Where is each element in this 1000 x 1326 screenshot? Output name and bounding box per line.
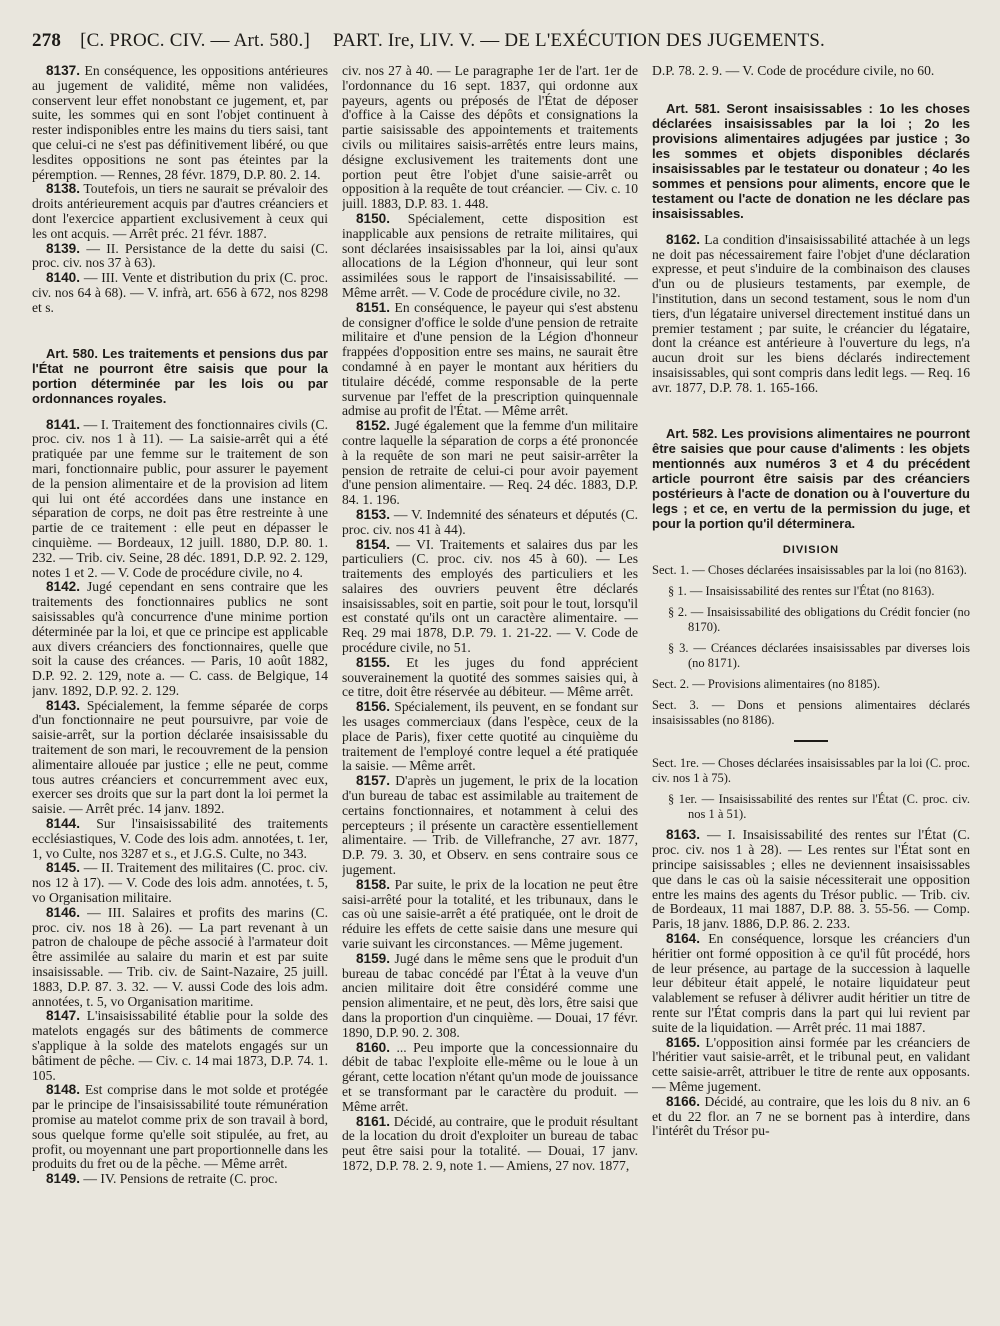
- text-column-right: [652, 64, 970, 1318]
- paragraph-text: — VI. Traitements et salaires dus par les particuliers (C. proc. civ. nos 45 à 60). — Les traitements des employés des particuliers et les salaires des ouvriers peuvent être déclarés insaisissables, soit en partie, soit pour le tout, lorsqu'il est constaté qu'ils ont un caractère alimentaire. — Req. 29 mai 1878, D.P. 79. 1. 21-22. — V. Code de procédure civile, no 51.: [342, 536, 638, 656]
- paragraph-number: 8146.: [46, 904, 81, 920]
- paragraph-text: Décidé, au contraire, que le produit résultant de la location du droit d'exploiter un bureau de tabac peut être saisi pour la totalité. — Douai, 17 janv. 1872, D.P. 78. 2. 9, note 1. — Amiens, 27 nov. 1877,: [342, 1113, 638, 1173]
- article-text: Art. 582. Les provisions alimentaires ne pourront être saisies que pour cause d'aliments : les objets mentionnés aux numéros 3 et 4 du précédent article pourront être saisis par des créanciers postérieurs à l'acte de donation ou à l'ouverture du legs ; et ce, en vertu de la permission du juge, et pour la portion qu'il déterminera.: [652, 425, 970, 531]
- paragraph-continuation: civ. nos 27 à 40. — Le paragraphe 1er de l'art. 1er de l'ordonnance du 16 sept. 1837, qui ordonne aux payeurs, agents ou préposés de l'État de déposer d'office à la Caisse des dépôts et consignations la partie saisissable des appointements et traitements civils ou militaires saisis-arrêtés entre leurs mains, désigne exclusivement les traitements dont une portion peut être l'objet d'une saisie-arrêt ou opposition à la requête de tout créancier. — Civ. c. 10 juill. 1883, D.P. 83. 1. 448.: [342, 64, 638, 212]
- paragraph-number: 8157.: [356, 773, 391, 789]
- paragraph: [652, 828, 970, 932]
- paragraph: [652, 1036, 970, 1095]
- article-text: Art. 580. Les traitements et pensions dus par l'État ne pourront être saisis que pour la portion déterminée par les lois ou par ordonnances royales.: [32, 345, 328, 406]
- paragraph-number: 8155.: [356, 654, 391, 670]
- paragraph-number: 8138.: [46, 181, 81, 197]
- division-heading: DIVISION: [782, 543, 840, 556]
- paragraph: [652, 1095, 970, 1139]
- paragraph: [342, 419, 638, 508]
- paragraph-text: — III. Vente et distribution du prix (C. proc. civ. nos 64 à 68). — V. infrà, art. 656 à 672, nos 8298 et s.: [32, 270, 328, 315]
- paragraph-text: L'insaisissabilité établie pour la solde des matelots engagés sur des bâtiments de commerce s'applique à la solde des matelots engagés sur un bâtiment de pêche. — Civ. c. 14 mai 1873, D.P. 74. 1. 105.: [32, 1008, 328, 1083]
- outline-entry: Sect. 1re. — Choses déclarées insaisissables par la loi (C. proc. civ. nos 1 à 75).: [652, 756, 970, 786]
- part-reference: PART. Ire, LIV. V. — DE L'EXÉCUTION DES JUGEMENTS.: [332, 30, 825, 51]
- running-header: [32, 30, 980, 62]
- paragraph: [342, 301, 638, 419]
- article-text: Art. 581. Seront insaisissables : 1o les choses déclarées insaisissables par la loi ; 2o les provisions alimentaires adjugées par justice ; 3o les sommes et objets disponibles déclarés insaisissables par le testateur ou donateur ; 4o les sommes et pensions pour aliments, encore que le testament ou l'acte de donation ne les déclare pas insaisissables.: [652, 100, 970, 221]
- paragraph: [32, 861, 328, 905]
- paragraph-number: 8166.: [666, 1093, 701, 1109]
- paragraph-text: D'après un jugement, le prix de la location d'un bureau de tabac est assimilable au traitement de certains fonctionnaires, et notamment à celui des percepteurs ; il présente un caractère essentiellement alimentaire. — Trib. de Villefranche, 27 avr. 1877, D.P. 79. 3. 30, et Observ. en sens contraire sous ce jugement.: [342, 773, 638, 878]
- paragraph-text: L'opposition ainsi formée par les créanciers de l'héritier vaut saisie-arrêt, et le tribunal peut, en validant cette saisie-arrêt, attribuer le titre de rente aux opposants. — Même jugement.: [652, 1034, 970, 1094]
- paragraph: [32, 1009, 328, 1083]
- section-divider: [794, 740, 828, 742]
- paragraph-number: 8160.: [356, 1039, 391, 1055]
- paragraph: [342, 1115, 638, 1174]
- paragraph-text: Décidé, au contraire, que les lois du 8 niv. an 6 et du 22 flor. an 7 ne se bornent pas à interdire, dans l'intérêt du Trésor pu-: [652, 1093, 970, 1139]
- paragraph: [32, 64, 328, 182]
- spacer: [652, 79, 970, 91]
- paragraph-number: 8159.: [356, 950, 391, 966]
- paragraph-number: 8142.: [46, 579, 81, 595]
- paragraph-text: — IV. Pensions de retraite (C. proc.: [80, 1171, 278, 1187]
- outline-entry: Sect. 3. — Dons et pensions alimentaires déclarés insaisissables (no 8186).: [652, 698, 970, 728]
- paragraph-number: 8137.: [46, 64, 81, 78]
- paragraph-text: — II. Persistance de la dette du saisi (C. proc. civ. nos 37 à 63).: [32, 240, 328, 271]
- paragraph: [32, 418, 328, 581]
- paragraph-text: — III. Salaires et profits des marins (C. proc. civ. nos 18 à 26). — La part revenant à un patron de chaloupe de pêche associé à l'armateur doit être assimilée au salaire du marin et est par suite insaisissable. — Trib. civ. de Saint-Nazaire, 25 juill. 1883, D.P. 87. 3. 32. — V. aussi Code des lois adm. annotées, t. 5, vo Organisation maritime.: [32, 904, 328, 1009]
- paragraph-number: 8164.: [666, 930, 701, 946]
- outline-entry: § 3. — Créances déclarées insaisissables par diverses lois (no 8171).: [668, 641, 970, 671]
- paragraph: [342, 508, 638, 538]
- code-reference: [C. PROC. CIV. — Art. 580.]: [80, 30, 310, 51]
- paragraph: [342, 700, 638, 774]
- paragraph-text: Est comprise dans le mot solde et protégée par le principe de l'insaisissabilité toute rémunération promise au matelot comme prix de son travail à bord, sous quelque forme qu'elle soit stipulée, au fret, au profit, ou moyennant une part proportionnelle dans les produits du fret ou de la pêche. — Même arrêt.: [32, 1082, 328, 1172]
- paragraph-number: 8158.: [356, 876, 391, 892]
- paragraph-text: Jugé cependant en sens contraire que les traitements des fonctionnaires publics ne sont saisissables qu'à concurrence d'une minime portion déterminée par la loi, et que ce principe est applicable aux divers créanciers des fonctionnaires, quelle que soit la cause des créances. — Paris, 10 août 1882, D.P. 92. 2. 129, note a. — C. cass. de Belgique, 14 janv. 1892, D.P. 92. 2. 129.: [32, 579, 328, 698]
- paragraph-text: La condition d'insaisissabilité attachée à un legs ne doit pas nécessairement faire l'objet d'une déclaration expresse, et peut s'induire de la combinaison des clauses d'un ou de plusieurs testaments, par exemple, de l'institution, dans un second testament, sous le nom d'un tiers, d'un légataire universel directement institué dans un premier testament ; par suite, le créancier du légataire, dont la créance est antérieure à l'ouverture du legs, n'a aucun droit sur les biens déclarés indirectement insaisissables, qui sont compris dans ledit legs. — Req. 16 avr. 1877, D.P. 78. 1. 165-166.: [652, 231, 970, 395]
- outline-entry: § 1. — Insaisissabilité des rentes sur l'État (no 8163).: [668, 584, 935, 599]
- paragraph-number: 8141.: [46, 416, 81, 432]
- paragraph-text: Spécialement, cette disposition est inapplicable aux pensions de retraite militaires, qui sont déclarées insaisissables par la loi, ainsi qu'aux allocations de la Légion d'honneur, qui leur sont assimilées sous le rapport de l'insaisissabilité. — Même arrêt. — V. Code de procédure civile, no 32.: [342, 210, 638, 300]
- paragraph: [32, 906, 328, 1010]
- paragraph-text: — I. Insaisissabilité des rentes sur l'État (C. proc. civ. nos 1 à 28). — Les rentes sur l'État sont en principe saisissables ; elles ne deviennent insaisissables que dans le cas où la saisie nécessiterait une opposition entre les mains des agents du Trésor public. — Trib. civ. de Bordeaux, 11 mai 1887, D.P. 88. 3. 55-56. — Comp. Paris, 18 janv. 1886, D.P. 86. 2. 233.: [652, 827, 970, 932]
- paragraph-text: En conséquence, les oppositions antérieures au jugement de validité, même non validées, conservent leur effet nonobstant ce jugement, et, par suite, les sommes qui en sont l'objet continuent à rester indisponibles entre les mains du tiers saisi, tant que celui-ci ne s'est pas définitivement libéré, ou que lesdites oppositions ne sont pas éteintes par la péremption. — Rennes, 28 févr. 1879, D.P. 80. 2. 14.: [32, 64, 328, 182]
- paragraph-number: 8143.: [46, 697, 81, 713]
- paragraph-number: 8151.: [356, 299, 391, 315]
- outline-entry: § 1er. — Insaisissabilité des rentes sur l'État (C. proc. civ. nos 1 à 51).: [668, 792, 970, 822]
- paragraph-number: 8145.: [46, 860, 81, 876]
- paragraph-text: — II. Traitement des militaires (C. proc. civ. nos 12 à 17). — V. Code des lois adm. annotées, t. 5, vo Organisation militaire.: [32, 860, 328, 906]
- paragraph: [32, 242, 328, 272]
- paragraph-text: En conséquence, le payeur qui s'est abstenu de consigner d'office le solde d'une pension de retraite militaire et d'une pension de la Légion d'honneur frappées d'opposition entre ses mains, ne saurait être condamné à en payer le montant aux héritiers du titulaire décédé, comme responsable de la perte survenue par l'effet de la prescription quinquennale admise au profit de l'État. — Même arrêt.: [342, 299, 638, 419]
- paragraph: [32, 271, 328, 315]
- spacer: [652, 396, 970, 416]
- paragraph-number: 8162.: [666, 231, 701, 247]
- paragraph-number: 8149.: [46, 1171, 81, 1187]
- paragraph-text: Sur l'insaisissabilité des traitements ecclésiastiques, V. Code des lois adm. annotées, t. 1er, 1, vo Culte, nos 3287 et s., et J.G.S. Culte, no 343.: [32, 816, 328, 861]
- paragraph-number: 8152.: [356, 418, 391, 434]
- paragraph: [32, 1083, 328, 1172]
- paragraph-number: 8165.: [666, 1034, 701, 1050]
- outline-entry: Sect. 2. — Provisions alimentaires (no 8185).: [652, 677, 881, 692]
- paragraph-number: 8161.: [356, 1113, 391, 1129]
- spacer: [32, 316, 328, 336]
- paragraph: [32, 580, 328, 698]
- paragraph-text: — I. Traitement des fonctionnaires civils (C. proc. civ. nos 1 à 11). — La saisie-arrêt qui a été pratiquée par une femme sur le traitement de son mari, fonctionnaire public, pour assurer le payement de la pension alimentaire et de la provision ad litem qui lui ont été accordées dans une instance en séparation de corps, ne doit pas être restreinte à une partie de ce traitement : elle peut en dépasser le cinquième. — Bordeaux, 12 juill. 1880, D.P. 80. 1. 232. — Trib. civ. Seine, 28 déc. 1891, D.P. 92. 2. 129, notes 1 et 2. — V. Code de procédure civile, no 4.: [32, 416, 328, 580]
- paragraph-number: 8147.: [46, 1008, 81, 1024]
- paragraph-text: Et les juges du fond apprécient souverainement la quotité des sommes saisies qui, à ce titre, doit être réservée au débiteur. — Même arrêt.: [342, 654, 638, 700]
- paragraph: [342, 656, 638, 700]
- paragraph-number: 8154.: [356, 536, 391, 552]
- outline-entry: Sect. 1. — Choses déclarées insaisissables par la loi (no 8163).: [652, 563, 967, 578]
- division-outline: [652, 563, 970, 728]
- paragraph-continuation: D.P. 78. 2. 9. — V. Code de procédure civile, no 60.: [652, 64, 935, 78]
- paragraph: [652, 932, 970, 1036]
- paragraph: [342, 952, 638, 1041]
- paragraph-number: 8150.: [356, 210, 391, 226]
- paragraph-text: Toutefois, un tiers ne saurait se prévaloir des droits antérieurement acquis par d'autres créanciers et dont l'exercice appartient exclusivement à ceux qui les ont acquis. — Arrêt préc. 21 févr. 1887.: [32, 181, 328, 241]
- paragraph: [32, 182, 328, 241]
- outline-entry: § 2. — Insaisissabilité des obligations du Crédit foncier (no 8170).: [668, 605, 970, 635]
- paragraph: [342, 774, 638, 878]
- paragraph-number: 8148.: [46, 1082, 81, 1098]
- paragraph: [32, 817, 328, 861]
- paragraph-text: ... Peu importe que la concessionnaire du débit de tabac l'exploite elle-même ou le loue à un gérant, cette location n'étant qu'un mode de jouissance et se transformant par le caractère du produit. — Même arrêt.: [342, 1039, 638, 1114]
- paragraph: [32, 1172, 328, 1187]
- paragraph: [32, 699, 328, 817]
- paragraph: [342, 1041, 638, 1115]
- paragraph-number: 8153.: [356, 506, 391, 522]
- paragraph: [652, 233, 970, 396]
- paragraph-number: 8139.: [46, 240, 81, 256]
- paragraph: [342, 212, 638, 301]
- text-column-left: [32, 64, 328, 1318]
- paragraph-text: Spécialement, ils peuvent, en se fondant sur les usages commerciaux (dans l'espèce, ceux de la place de Paris), fixer cette quotité au cinquième du traitement de l'employé contre lequel a été pratiquée la saisie. — Même arrêt.: [342, 699, 638, 774]
- paragraph-text: En conséquence, lorsque les créanciers d'un héritier ont formé opposition à ce qu'il fût procédé, hors de leur présence, au partage de la succession à laquelle leur débiteur était appelé, le notaire liquidateur peut valablement se refuser à délivrer audit héritier un titre de rente sur l'État compris dans la part qui lui revient par suite de la liquidation. — Arrêt préc. 11 mai 1887.: [652, 930, 970, 1035]
- paragraph-number: 8156.: [356, 699, 391, 715]
- paragraph-text: Spécialement, la femme séparée de corps d'un fonctionnaire ne peut poursuivre, par voie de saisie-arrêt, sur la portion déclarée insaisissable du traitement de son mari, le recouvrement de la pension alimentaire allouée par justice ; elle ne peut, comme tous autres créanciers et concurremment avec eux, exercer ses droits que sur la part dont la loi permet la saisie. — Arrêt préc. 14 janv. 1892.: [32, 697, 328, 817]
- paragraph-text: Jugé dans le même sens que le produit d'un bureau de tabac concédé par l'État à la veuve d'un ancien militaire doit être considéré comme une pension alimentaire, et ne peut, dès lors, être saisi que dans la proportion d'un cinquième. — Douai, 17 févr. 1890, D.P. 90. 2. 308.: [342, 950, 638, 1040]
- paragraph-number: 8163.: [666, 827, 701, 843]
- paragraph-text: Par suite, le prix de la location ne peut être saisi-arrêté pour la totalité, et les tribunaux, dans le cas où une saisie-arrêt a été pratiquée, ont le droit de réduire les effets de cette saisie dans une mesure qui varie suivant les circonstances. — Même jugement.: [342, 876, 638, 952]
- paragraph-text: Jugé également que la femme d'un militaire contre laquelle la séparation de corps a été prononcée à la requête de son mari ne peut saisir-arrêter la pension de retraite de celui-ci pour avoir payement d'une pension alimentaire. — Req. 24 déc. 1883, D.P. 84. 1. 196.: [342, 418, 638, 508]
- page-number: 278: [32, 30, 62, 51]
- division-outline: [652, 756, 970, 822]
- paragraph: [342, 878, 638, 952]
- paragraph-text: — V. Indemnité des sénateurs et députés (C. proc. civ. nos 41 à 44).: [342, 506, 638, 537]
- text-column-middle: [342, 64, 638, 1318]
- paragraph-number: 8140.: [46, 270, 81, 286]
- paragraph-number: 8144.: [46, 816, 81, 832]
- paragraph: [342, 538, 638, 656]
